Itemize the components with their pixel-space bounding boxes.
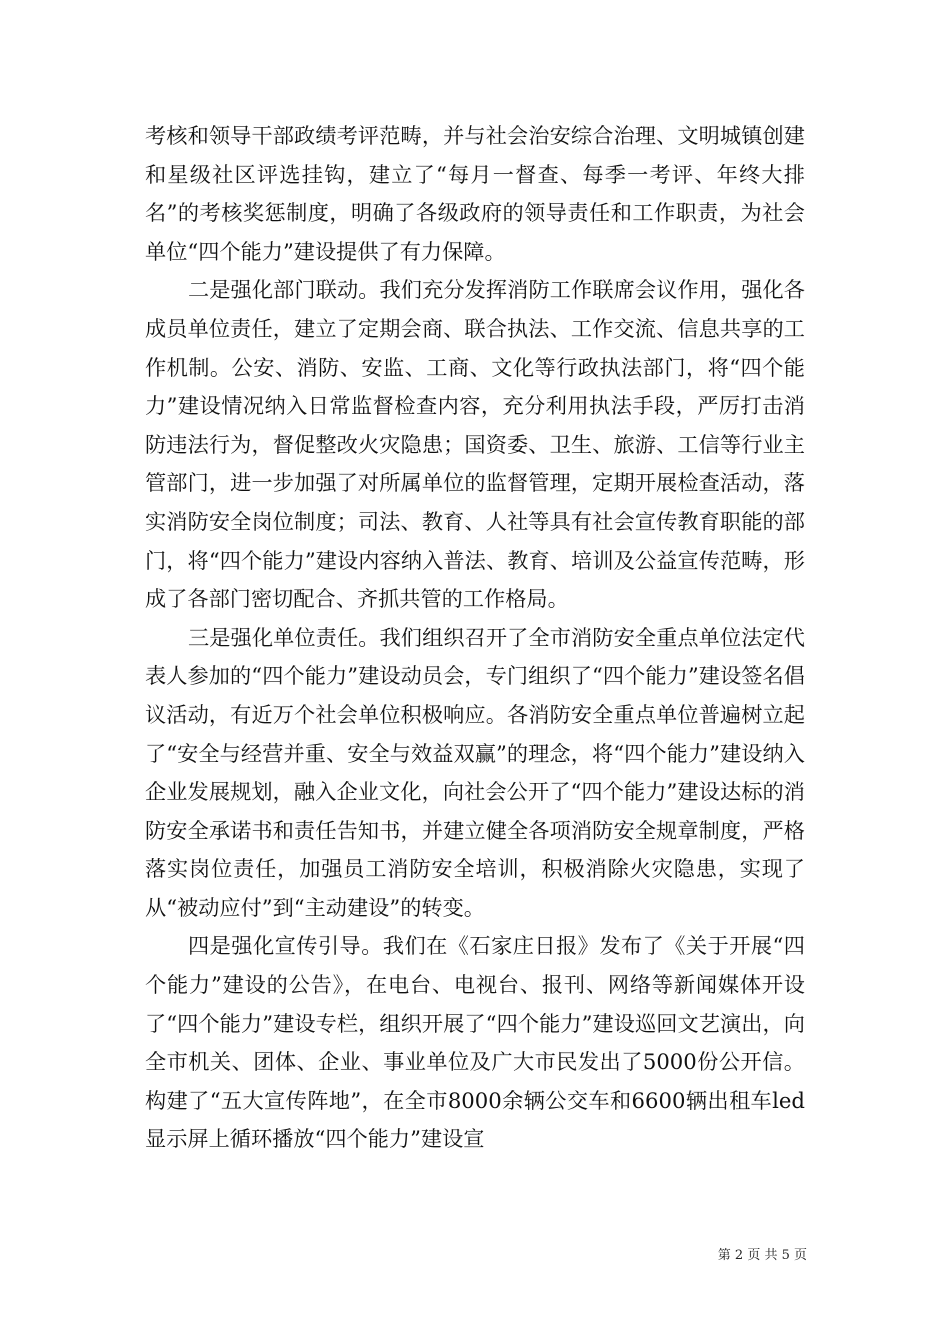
paragraph-3: 三是强化单位责任。我们组织召开了全市消防安全重点单位法定代表人参加的“四个能力”建设动员会，专门组织了“四个能力”建设签名倡议活动，有近万个社会单位积极响应。各消防安全重点单位普遍树立起了“安全与经营并重、安全与效益双赢”的理念，将“四个能力”建设纳入企业发展规划，融入企业文化，向社会公开了“四个能力”建设达标的消防安全承诺书和责任告知书，并建立健全各项消防安全规章制度，严格落实岗位责任，加强员工消防安全培训，积极消除火灾隐患，实现了从“被动应付”到“主动建设”的转变。 <box>145 624 805 920</box>
paragraph-1: 考核和领导干部政绩考评范畴，并与社会治安综合治理、文明城镇创建和星级社区评选挂钩，建立了“每月一督查、每季一考评、年终大排名”的考核奖惩制度，明确了各级政府的领导责任和工作职责，为社会单位“四个能力”建设提供了有力保障。 <box>145 123 805 264</box>
page-number-footer: 第 2 页 共 5 页 <box>717 1248 807 1263</box>
paragraph-2: 二是强化部门联动。我们充分发挥消防工作联席会议作用，强化各成员单位责任，建立了定期会商、联合执法、工作交流、信息共享的工作机制。公安、消防、安监、工商、文化等行政执法部门，将“四个能力”建设情况纳入日常监督检查内容，充分利用执法手段，严厉打击消防违法行为，督促整改火灾隐患；国资委、卫生、旅游、工信等行业主管部门，进一步加强了对所属单位的监督管理，定期开展检查活动，落实消防安全岗位制度；司法、教育、人社等具有社会宣传教育职能的部门，将“四个能力”建设内容纳入普法、教育、培训及公益宣传范畴，形成了各部门密切配合、齐抓共管的工作格局。 <box>145 277 805 612</box>
paragraph-4: 四是强化宣传引导。我们在《石家庄日报》发布了《关于开展“四个能力”建设的公告》，在电台、电视台、报刊、网络等新闻媒体开设了“四个能力”建设专栏，组织开展了“四个能力”建设巡回文艺演出，向全市机关、团体、企业、事业单位及广大市民发出了5000份公开信。构建了“五大宣传阵地”，在全市8000余辆公交车和6600辆出租车led显示屏上循环播放“四个能力”建设宣 <box>145 933 805 1152</box>
document-body <box>145 117 805 1159</box>
